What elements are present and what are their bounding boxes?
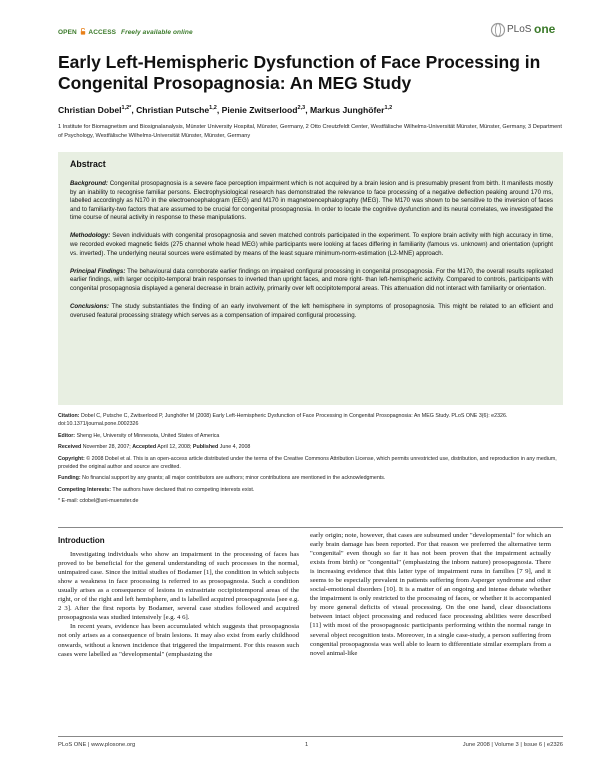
competing-interests xyxy=(58,486,563,494)
intro-paragraph-2: In recent years, evidence has been accumulated which suggests that prosopagnosia not only arises as a consequence of brain lesions. It may also exist from early childhood onwards, without a known incidence that triggered the impairment. For this reason such cases were labelled as "developmental" (emphasizing the xyxy=(58,623,299,658)
author-affil-marker: 1,2 xyxy=(209,105,217,112)
right-column xyxy=(310,531,551,658)
received-label: Received xyxy=(58,444,82,450)
findings-text: The behavioural data corroborate earlier findings on impaired configural processing in congenital prosopagnosia. For the M170, the overall results replicated earlier findings, with larger occipito-temporal brain responses to inverted than upright faces, and more right- than left-hemispheric activity. Compared to controls, participants with congenital prosopagnosia displayed a general decrease in brain activity, primarily over left occipitotemporal areas. This attenuation did not interact with familiarity or orientation. xyxy=(70,267,553,292)
article-title: Early Left-Hemispheric Dysfunction of Face Processing in Congenital Prosopagnosia: An MEG Study xyxy=(58,52,541,93)
article-metadata xyxy=(58,412,563,509)
page-number: 1 xyxy=(305,742,309,748)
access-label: ACCESS xyxy=(88,29,117,36)
funding-text: No financial support by any grants; all major contributors are authors; minor contributions are mentioned in the acknowledgments. xyxy=(82,475,386,481)
author-affil-marker: 1,2 xyxy=(384,105,393,112)
footer-journal: PLoS ONE | www.plosone.org xyxy=(58,742,136,748)
author-name: Markus Junghöfer xyxy=(309,105,385,115)
author-name: Christian Putsche xyxy=(136,105,210,115)
author-affil-marker: 2,3 xyxy=(297,105,306,112)
plos-one-logo xyxy=(490,21,562,39)
author-name: Christian Dobel xyxy=(58,105,122,115)
conclusions-text: The study substantiates the finding of an early involvement of the left hemisphere in symptoms of prosopagnosia. This might be related to an efficient and overused featural processing strategy which serves as a compensation of impaired configural processing. xyxy=(70,303,553,319)
competing-text: The authors have declared that no competing interests exist. xyxy=(112,486,255,493)
left-column xyxy=(58,536,299,659)
intro-paragraph-continued: early origin; note, however, that cases are subsumed under "developmental" for which an early brain damage has been reported. For that reason we preferred the alternative term "congenital" even though so far it has not been proven that the impairment actually exists from birth) or "congenital" (emphasizing the inborn nature) prosopagnosia. There is increasing evidence that this latter type of impairment runs in families [7 9], and it seems to be especially prevalent in patients suffering from Asperger syndrome and other social-emotional disorders [10]. It is a matter of an ongoing and intense debate whether the impairment is only restricted to the processing of faces, or whether it is accompanied by more general deficits of visual processing. On the one hand, clear dissociations between intact object processing and reduced face processing abilities were described [11] with most of the prosopagnosic participants performing within the normal range in several object recognition tests. Moreover, in a single case-study, a person suffering from congenital prosopagnosia was well able to learn to differentiate similar exemplars from a novel animal-like xyxy=(310,532,551,657)
accepted-label: Accepted xyxy=(132,444,157,450)
citation-label: Citation: xyxy=(58,413,80,419)
plos-logo-icon xyxy=(490,21,506,39)
background-text: Congenital prosopagnosia is a severe face perception impairment which is not acquired by a brain lesion and is presumably present from birth. It manifests mostly by an inability to recognise familiar persons. Electrophysiological research has demonstrated the relevance to face processing of a negative deflection peaking around 170 ms, labelled accordingly as N170 in the electroencephalogram (EEG) and M170 in magnetoencephalography (MEG). The M170 was shown to be sensitive to the inversion of faces and to familiarity-two factors that are assumed to be crucial for congenital prosopagnosia. In order to locate the cognitive dysfunction and its neural correlates, we investigated the time course of neural activity in response to these manipulations. xyxy=(70,180,553,222)
page-footer xyxy=(58,736,563,752)
abstract-heading: Abstract xyxy=(70,159,106,169)
abstract-box xyxy=(58,152,563,405)
author-name: Pienie Zwitserlood xyxy=(221,105,298,115)
intro-paragraph-1: Investigating individuals who show an impairment in the processing of faces has proved to be beneficial for the general understanding of such processes in the normal, unimpaired case. Since the initial studies of Bodamer [1], the condition in which subjects show a weakness in face processing is referred to as prosopagnosia. Such a condition usually arises as a consequence of lesions in extrastriate occipitotemporal areas of the right, or of the right and left hemisphere, and is labelled acquired prosopagnosia [see e.g. 2 3]. After the first reports by Bodamer, several case studies followed and acquired prosopagnosia was studied intensively [e.g. 4 6]. xyxy=(58,551,299,622)
citation-text: Dobel C, Putsche C, Zwitserlood P, Junghöfer M (2008) Early Left-Hemispheric Dysfunction of Face Processing in Congenital Prosopagnosia: An MEG Study. PLoS ONE 3(6): e2326. doi:10.1371/journal.pone.0002326 xyxy=(58,413,508,427)
conclusions-label: Conclusions: xyxy=(70,303,109,311)
copyright-label: Copyright: xyxy=(58,455,85,462)
copyright xyxy=(58,455,563,471)
introduction-heading: Introduction xyxy=(58,536,105,545)
open-label: OPEN xyxy=(58,29,77,36)
citation xyxy=(58,412,563,428)
methodology-text: Seven individuals with congenital prosopagnosia and seven matched controls participated in the experiment. To explore brain activity with high accuracy in time, we recorded evoked magnetic fields (275 channel whole head MEG) while participants were looking at faces differing in familiarity (famous vs. unknown) and orientation (upright vs. inverted). The underlying neural sources were estimated by means of the least square minimum-norm-estimation (L2-MNE) approach. xyxy=(70,232,553,257)
published-label: Published xyxy=(192,444,219,450)
affiliations: 1 Institute for Biomagnetism and Biosignalanalysis, Münster University Hospital, Münster, Germany, 2 Otto Creutzfeldt Center, Westfälische Wilhelms-Universität Münster, Münster, Germany, 3 Department of Psychology, Westfälische Wilhelms-Universität Münster, Münster, Germany xyxy=(58,124,562,139)
footer-issue: June 2008 | Volume 3 | Issue 6 | e2326 xyxy=(462,742,563,748)
author-affil-marker: 1,2* xyxy=(121,105,132,112)
logo-one-text: one xyxy=(534,22,556,36)
abstract-conclusions xyxy=(70,303,553,320)
open-access-banner xyxy=(58,28,193,36)
editor-label: Editor: xyxy=(58,432,76,439)
open-lock-icon xyxy=(80,28,86,35)
findings-label: Principal Findings: xyxy=(70,267,126,275)
background-label: Background: xyxy=(70,180,108,187)
funding xyxy=(58,474,563,482)
funding-label: Funding: xyxy=(58,475,81,481)
methodology-label: Methodology: xyxy=(70,232,111,240)
abstract-background xyxy=(70,180,553,223)
dates xyxy=(58,443,563,451)
accepted-date: April 12, 2008; xyxy=(157,444,192,450)
logo-plos-text: PLoS xyxy=(507,24,532,35)
abstract-findings xyxy=(70,268,553,294)
abstract-methodology xyxy=(70,232,553,258)
copyright-text: © 2008 Dobel et al. This is an open-access article distributed under the terms of the Creative Commons Attribution License, which permits unrestricted use, distribution, and reproduction in any medium, provided the original author and source are credited. xyxy=(58,455,557,470)
editor xyxy=(58,432,563,440)
author-list: Christian Dobel$^{1,2*}$, Christian Putsche$^{1,2}$, Pienie Zwitserlood$^{2,3}$, Markus Junghöfer$^{1,2}$ xyxy=(58,105,393,115)
section-divider xyxy=(58,527,563,528)
published-date: June 4, 2008 xyxy=(219,444,251,450)
freely-available-label: Freely available online xyxy=(121,29,193,36)
received-date: November 28, 2007; xyxy=(82,444,131,450)
editor-text: Sheng He, University of Minnesota, United States of America xyxy=(76,432,220,439)
competing-label: Competing Interests: xyxy=(58,486,111,493)
email[interactable]: * E-mail: cdobel@uni-muenster.de xyxy=(58,498,139,504)
